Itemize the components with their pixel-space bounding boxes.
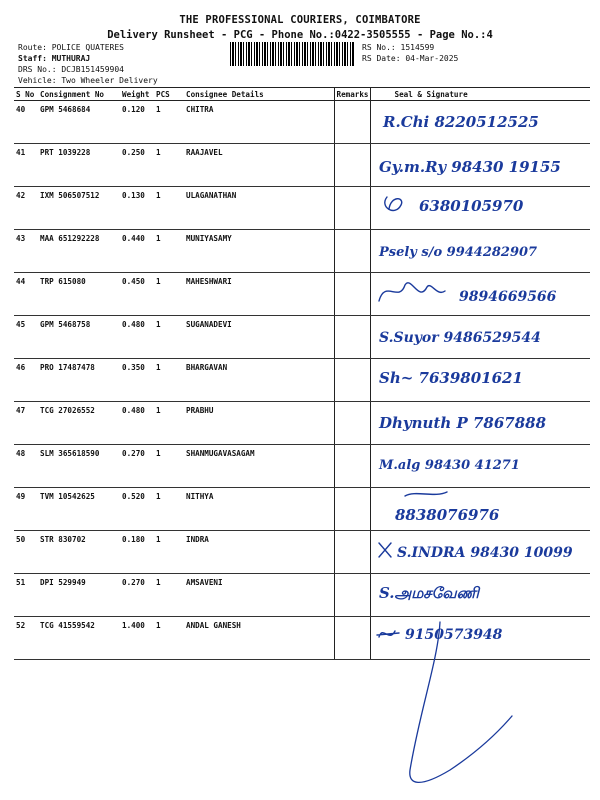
cell-pcs: 1 <box>154 531 184 574</box>
table-header-row <box>14 88 590 101</box>
cell-consignee: ULAGANATHAN <box>184 187 334 230</box>
col-signature: Seal & Signature <box>370 88 590 101</box>
cell-remarks <box>334 144 370 187</box>
cell-consignee: SHANMUGAVASAGAM <box>184 445 334 488</box>
signature-text: S.அமசவேணி <box>378 584 479 602</box>
cell-signature <box>370 402 590 445</box>
signature-scribble <box>384 197 401 210</box>
cell-consignment: GPM 5468684 <box>38 101 120 144</box>
table-row <box>14 273 590 316</box>
cell-pcs: 1 <box>154 402 184 445</box>
cell-weight: 0.270 <box>120 574 154 617</box>
cell-consignee: RAAJAVEL <box>184 144 334 187</box>
cell-consignee: NITHYA <box>184 488 334 531</box>
signature-text: 9150573948 <box>404 627 502 643</box>
signature-scribble <box>379 543 391 557</box>
table-row <box>14 488 590 531</box>
cell-pcs: 1 <box>154 617 184 660</box>
cell-remarks <box>334 187 370 230</box>
cell-weight: 0.480 <box>120 402 154 445</box>
cell-signature <box>370 574 590 617</box>
cell-pcs: 1 <box>154 273 184 316</box>
cell-sno: 48 <box>14 445 38 488</box>
table-row <box>14 574 590 617</box>
table-row <box>14 230 590 273</box>
runsheet-table <box>14 87 590 660</box>
cell-pcs: 1 <box>154 359 184 402</box>
signature-text: Dhynuth P 7867888 <box>378 414 546 432</box>
cell-weight: 0.520 <box>120 488 154 531</box>
cell-sno: 51 <box>14 574 38 617</box>
signature-text: Gy.m.Ry 98430 19155 <box>378 158 561 176</box>
cell-consignee: MAHESHWARI <box>184 273 334 316</box>
col-consignment: Consignment No <box>38 88 120 101</box>
cell-signature <box>370 144 590 187</box>
cell-sno: 43 <box>14 230 38 273</box>
cell-pcs: 1 <box>154 488 184 531</box>
cell-pcs: 1 <box>154 574 184 617</box>
cell-remarks <box>334 273 370 316</box>
table-row <box>14 531 590 574</box>
staff-label: Staff: MUTHURAJ <box>18 54 91 63</box>
signature-text: M.alg 98430 41271 <box>378 458 520 473</box>
signature-text: R.Chi 8220512525 <box>382 113 539 131</box>
cell-remarks <box>334 617 370 660</box>
cell-signature <box>370 531 590 574</box>
cell-pcs: 1 <box>154 187 184 230</box>
document-subtitle: Delivery Runsheet - PCG - Phone No.:0422-3505555 - Page No.:4 <box>107 29 493 41</box>
cell-signature <box>370 445 590 488</box>
cell-remarks <box>334 359 370 402</box>
cell-consignment: PRO 17487478 <box>38 359 120 402</box>
cell-remarks <box>334 531 370 574</box>
cell-pcs: 1 <box>154 316 184 359</box>
signature-text: Psely s/o 9944282907 <box>378 245 537 260</box>
cell-consignee: BHARGAVAN <box>184 359 334 402</box>
cell-weight: 0.180 <box>120 531 154 574</box>
cell-signature <box>370 488 590 531</box>
cell-consignment: GPM 5468758 <box>38 316 120 359</box>
signature-text: S.INDRA 98430 10099 <box>396 545 573 561</box>
signature-text: 6380105970 <box>418 197 523 215</box>
col-remarks: Remarks <box>334 88 370 101</box>
cell-signature <box>370 230 590 273</box>
cell-sno: 50 <box>14 531 38 574</box>
col-sno: S No <box>14 88 38 101</box>
cell-consignment: TVM 10542625 <box>38 488 120 531</box>
cell-consignee: PRABHU <box>184 402 334 445</box>
cell-consignee: INDRA <box>184 531 334 574</box>
table-row <box>14 187 590 230</box>
route-label: Route: POLICE QUATERES <box>18 43 124 52</box>
cell-weight: 0.450 <box>120 273 154 316</box>
cell-weight: 0.480 <box>120 316 154 359</box>
cell-consignee: MUNIYASAMY <box>184 230 334 273</box>
cell-sno: 44 <box>14 273 38 316</box>
cell-sno: 42 <box>14 187 38 230</box>
col-consignee: Consignee Details <box>184 88 334 101</box>
signature-text: Sh~ 7639801621 <box>378 369 523 387</box>
signature-text: S.Suyor 9486529544 <box>378 330 541 346</box>
cell-signature <box>370 101 590 144</box>
cell-consignee: ANDAL GANESH <box>184 617 334 660</box>
cell-sno: 52 <box>14 617 38 660</box>
cell-consignment: TCG 41559542 <box>38 617 120 660</box>
cell-sno: 41 <box>14 144 38 187</box>
cell-pcs: 1 <box>154 445 184 488</box>
cell-weight: 0.120 <box>120 101 154 144</box>
signature-scribble <box>379 283 445 301</box>
table-row <box>14 359 590 402</box>
cell-signature <box>370 316 590 359</box>
cell-remarks <box>334 101 370 144</box>
pen-stroke-mark <box>380 620 520 790</box>
cell-consignment: TRP 615080 <box>38 273 120 316</box>
cell-remarks <box>334 316 370 359</box>
cell-sno: 46 <box>14 359 38 402</box>
cell-consignment: MAA 651292228 <box>38 230 120 273</box>
col-weight: Weight <box>120 88 154 101</box>
table-row <box>14 101 590 144</box>
cell-consignee: AMSAVENI <box>184 574 334 617</box>
cell-consignee: CHITRA <box>184 101 334 144</box>
rs-number: RS No.: 1514599 <box>362 43 435 52</box>
cell-sno: 49 <box>14 488 38 531</box>
signature-text: 8838076976 <box>394 506 499 524</box>
cell-consignment: SLM 365618590 <box>38 445 120 488</box>
cell-consignment: TCG 27026552 <box>38 402 120 445</box>
cell-sno: 45 <box>14 316 38 359</box>
cell-weight: 0.270 <box>120 445 154 488</box>
col-pcs: PCS <box>154 88 184 101</box>
barcode <box>230 42 354 66</box>
table-row <box>14 144 590 187</box>
document-title: THE PROFESSIONAL COURIERS, COIMBATORE <box>179 14 421 26</box>
signature-text: 9894669566 <box>458 289 556 305</box>
cell-consignment: PRT 1039228 <box>38 144 120 187</box>
cell-weight: 0.350 <box>120 359 154 402</box>
cell-remarks <box>334 402 370 445</box>
cell-remarks <box>334 488 370 531</box>
cell-weight: 0.440 <box>120 230 154 273</box>
cell-signature <box>370 359 590 402</box>
rs-date: RS Date: 04-Mar-2025 <box>362 54 459 63</box>
cell-pcs: 1 <box>154 230 184 273</box>
cell-sno: 40 <box>14 101 38 144</box>
cell-signature <box>370 187 590 230</box>
table-row <box>14 402 590 445</box>
table-row <box>14 445 590 488</box>
cell-weight: 0.130 <box>120 187 154 230</box>
cell-remarks <box>334 445 370 488</box>
cell-consignment: STR 830702 <box>38 531 120 574</box>
cell-signature <box>370 273 590 316</box>
cell-remarks <box>334 230 370 273</box>
cell-consignment: IXM 506507512 <box>38 187 120 230</box>
cell-pcs: 1 <box>154 101 184 144</box>
signature-scribble <box>405 492 447 496</box>
vehicle-label: Vehicle: Two Wheeler Delivery <box>18 76 158 85</box>
cell-weight: 0.250 <box>120 144 154 187</box>
drs-number: DRS No.: DCJB151459904 <box>18 65 124 74</box>
cell-consignment: DPI 529949 <box>38 574 120 617</box>
table-row <box>14 316 590 359</box>
cell-remarks <box>334 574 370 617</box>
cell-consignee: SUGANADEVI <box>184 316 334 359</box>
cell-sno: 47 <box>14 402 38 445</box>
cell-pcs: 1 <box>154 144 184 187</box>
cell-weight: 1.400 <box>120 617 154 660</box>
